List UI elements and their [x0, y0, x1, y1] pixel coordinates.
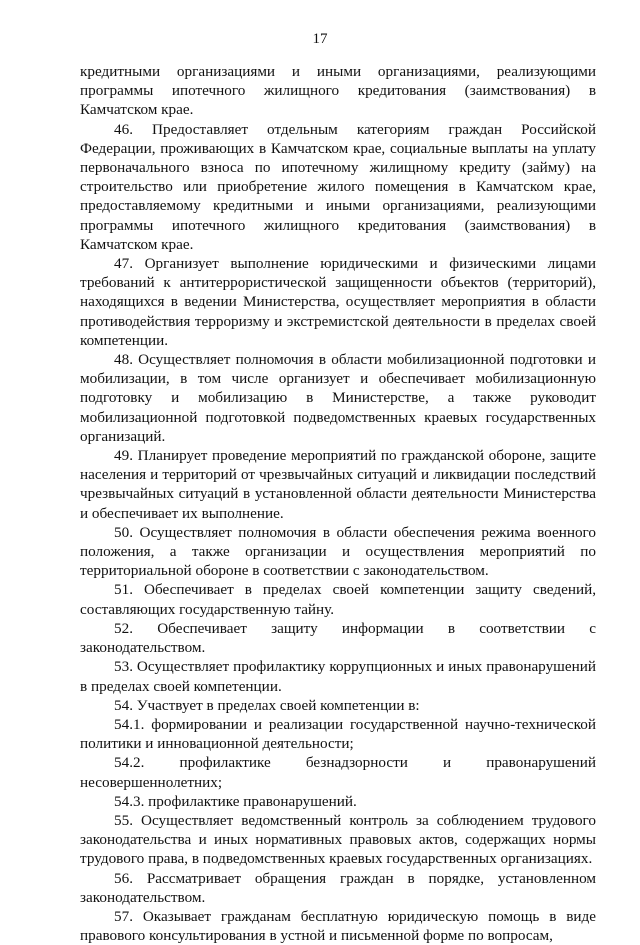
paragraph-46: 46. Предоставляет отдельным категориям граждан Российской Федерации, проживающих в Камчатском крае, социальные выплаты на уплату первоначального взноса по ипотечному жилищному кредиту (займу) на строительство или приобретение жилого помещения в Камчатском крае, предоставляемому кредитными и иными организациями, реализующими программы ипотечного жилищного кредитования (заимствования) в Камчатском крае. — [80, 120, 596, 253]
page-number: 17 — [312, 31, 328, 47]
paragraph-50: 50. Осуществляет полномочия в области обеспечения режима военного положения, а также организации и осуществления мероприятий по территориальной обороне в соответствии с законодательством. — [80, 523, 596, 580]
paragraph-47: 47. Организует выполнение юридическими и физическими лицами требований к антитеррористической защищенности объектов (территорий), находящихся в ведении Министерства, осуществляет мероприятия в области противодействия терроризму и экстремистской деятельности в пределах своей компетенции. — [80, 255, 596, 349]
paragraph-54: 54. Участвует в пределах своей компетенции в: — [114, 696, 420, 714]
document-body — [80, 62, 596, 945]
paragraph-54-2: 54.2. профилактике безнадзорности и правонарушений несовершеннолетних; — [80, 754, 596, 791]
paragraph-51: 51. Обеспечивает в пределах своей компетенции защиту сведений, составляющих государственную тайну. — [80, 581, 596, 618]
paragraph-57: 57. Оказывает гражданам бесплатную юридическую помощь в виде правового консультирования в устной и письменной форме по вопросам, — [80, 907, 596, 945]
paragraph-54-1: 54.1. формировании и реализации государственной научно-технической политики и инновационной деятельности; — [80, 715, 596, 753]
paragraph-48: 48. Осуществляет полномочия в области мобилизационной подготовки и мобилизации, в том числе организует и обеспечивает мобилизационную подготовку и мобилизацию в Министерстве, а также руководит мобилизационной подготовкой подведомственных краевых государственных организаций. — [80, 351, 596, 445]
paragraph-49: 49. Планирует проведение мероприятий по гражданской обороне, защите населения и территорий от чрезвычайных ситуаций и ликвидации последствий чрезвычайных ситуаций в установленной области деятельности Министерства и обеспечивает их выполнение. — [80, 447, 596, 522]
paragraph-52: 52. Обеспечивает защиту информации в соответствии с законодательством. — [80, 619, 596, 657]
paragraph-55: 55. Осуществляет ведомственный контроль за соблюдением трудового законодательства и иных нормативных правовых актов, содержащих нормы трудового права, в подведомственных краевых государственных организациях. — [80, 811, 596, 868]
paragraph-56: 56. Рассматривает обращения граждан в порядке, установленном законодательством. — [80, 869, 596, 906]
paragraph-54-3: 54.3. профилактике правонарушений. — [114, 792, 357, 810]
paragraph-53: 53. Осуществляет профилактику коррупционных и иных правонарушений в пределах своей компетенции. — [80, 658, 596, 695]
paragraph-continuation: кредитными организациями и иными организациями, реализующими программы ипотечного жилищного кредитования (заимствования) в Камчатском крае. — [80, 63, 596, 119]
